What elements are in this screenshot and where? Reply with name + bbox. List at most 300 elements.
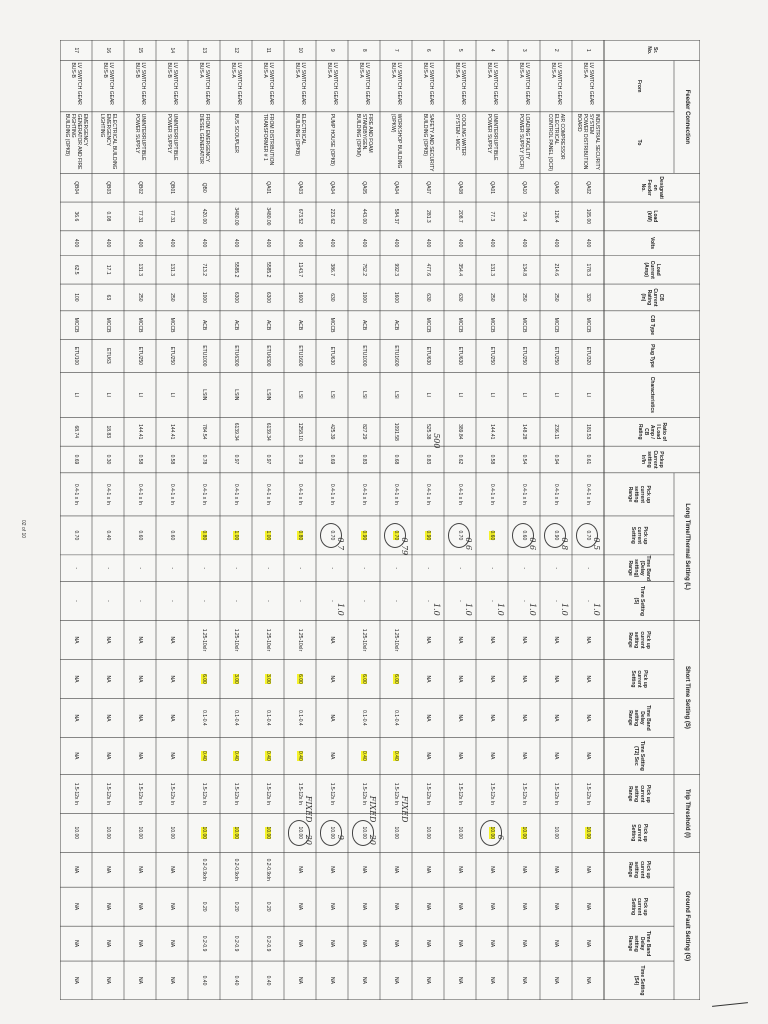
table-cell-char: LI — [169, 392, 175, 397]
table-cell-volts: 400 — [297, 238, 303, 248]
table-cell-feeder: QA10 — [521, 181, 527, 195]
table-cell-char: LSIN — [265, 389, 271, 401]
table-cell-iset — [220, 813, 252, 852]
table-cell-tset: - — [521, 600, 527, 602]
table-cell-iset: 10.00 — [137, 826, 143, 840]
table-cell-sband: NA — [105, 714, 111, 722]
table-cell-gset: 0.20 — [265, 901, 271, 912]
table-cell-sset: NA — [553, 675, 559, 683]
table-cell-srange: NA — [553, 636, 559, 644]
handwritten-note: 0.79 — [399, 537, 409, 556]
table-cell-srange: 1.25-10xIr — [265, 628, 271, 652]
table-cell-tset: - — [105, 600, 111, 602]
table-cell-tset: - — [137, 600, 143, 602]
table-cell-from: LV SWITCH GEAR BUS-A — [198, 62, 210, 105]
handwritten-note: 0.6 — [463, 537, 473, 551]
table-cell-sset: NA — [489, 675, 495, 683]
table-cell-ratio: 144.41 — [169, 424, 175, 440]
table-cell-char: LI — [137, 392, 143, 397]
table-cell-lrange: 0.4-1 x In — [329, 483, 335, 505]
table-cell-sset — [220, 659, 252, 698]
table-cell-srange: NA — [457, 636, 463, 644]
table-cell-amp: 477.6 — [425, 263, 431, 276]
table-cell-feeder: QA03 — [297, 181, 303, 195]
table-cell-amp: 5585.2 — [233, 262, 239, 278]
handwritten-note: 9 — [335, 834, 345, 840]
table-cell-volts: 400 — [489, 238, 495, 248]
table-cell-plug: ETU6300 — [233, 345, 239, 367]
table-cell-grange: NA — [457, 866, 463, 874]
table-cell-gband: 0.2-0.9 — [265, 935, 271, 952]
table-cell-plug: ETU100 — [73, 346, 79, 366]
table-cell-plug: ETU6300 — [265, 345, 271, 367]
table-cell-char: LSI — [329, 391, 335, 399]
table-cell-sr: 14 — [169, 47, 175, 54]
table-cell-load: 584.37 — [393, 208, 399, 225]
table-cell-sband: NA — [585, 714, 591, 722]
table-cell-gband: NA — [489, 940, 495, 948]
table-cell-load: 126.4 — [553, 210, 559, 223]
highlight-mark: 0.80 — [297, 530, 303, 541]
table-cell-st2: NA — [489, 752, 495, 760]
table-cell-lset — [284, 516, 316, 555]
table-cell-from: LV SWITCH GEAR BUS-A — [550, 62, 562, 105]
table-cell-lset: 0.60 — [137, 530, 143, 541]
table-cell-sset: NA — [73, 675, 79, 683]
group-header-short-time: Short Time Setting (S) — [684, 665, 690, 729]
table-cell-lset: 0.70 — [585, 530, 591, 541]
table-cell-amp: 386.7 — [329, 263, 335, 276]
table-cell-grange: NA — [521, 866, 527, 874]
table-cell-lset — [348, 516, 380, 555]
table-cell-gt: 0.40 — [201, 975, 207, 986]
table-cell-gt: NA — [457, 977, 463, 984]
highlight-mark: 0.80 — [201, 530, 207, 541]
table-cell-plug: ETU250 — [169, 346, 175, 366]
table-cell-cb: 1600 — [393, 291, 399, 303]
table-cell-ratio: 6139.34 — [265, 422, 271, 441]
table-cell-to: ELECTRICAL BUILDING (OPKB) — [294, 113, 306, 157]
table-cell-gset: NA — [489, 903, 495, 911]
table-cell-sband: NA — [425, 714, 431, 722]
table-cell-lrange: 0.4-1 x In — [425, 483, 431, 505]
highlight-mark: 1.00 — [265, 530, 271, 541]
table-cell-from: LV SWITCH GEAR BUS-A — [326, 62, 338, 105]
table-cell-grange: NA — [137, 866, 143, 874]
highlight-mark: 10.00 — [521, 826, 527, 840]
table-cell-amp: 1143.7 — [297, 262, 303, 278]
table-cell-gset: NA — [585, 903, 591, 911]
table-cell-grange: NA — [393, 866, 399, 874]
table-cell-gt: NA — [297, 977, 303, 984]
handwritten-note: FIXED — [303, 795, 313, 823]
table-cell-gset: NA — [393, 903, 399, 911]
table-cell-load: 0.08 — [105, 211, 111, 222]
table-cell-ratio: 144.41 — [489, 424, 495, 440]
table-cell-volts: 400 — [425, 238, 431, 248]
table-cell-sset: NA — [169, 675, 175, 683]
table-cell-char: LI — [553, 392, 559, 397]
table-cell-gset: NA — [457, 903, 463, 911]
table-cell-srange: 1.25-10xIr — [361, 628, 367, 652]
table-cell-gband: NA — [361, 940, 367, 948]
table-cell-cbtype: MCCB — [553, 317, 559, 333]
table-cell-volts: 400 — [201, 238, 207, 248]
table-cell-gset: 0.20 — [233, 901, 239, 912]
table-cell-lrange: 0.4-1 x In — [73, 483, 79, 505]
highlight-mark: 10.00 — [201, 826, 207, 840]
table-cell-grange: NA — [553, 866, 559, 874]
table-cell-from: LV SWITCH GEAR BUS-B — [70, 62, 82, 105]
column-header: Time Band Delay setting Range — [627, 930, 651, 957]
table-cell-gset: NA — [297, 903, 303, 911]
column-header: Pick up current setting Range — [627, 784, 651, 803]
handwritten-note: 1.0 — [463, 602, 473, 616]
handwritten-note: 0.6 — [527, 537, 537, 551]
table-cell-tband: - — [425, 567, 431, 570]
table-cell-cb: 100 — [73, 293, 79, 302]
highlight-mark: 6.00 — [361, 674, 367, 684]
table-cell-irange: 1.5-12x In — [169, 782, 175, 805]
table-cell-cb: 63 — [105, 294, 111, 301]
table-cell-cbtype: MCCB — [105, 317, 111, 333]
table-cell-from: LV SWITCH GEAR BUS-A — [358, 62, 370, 105]
column-header: Time Setting (T2) Sec — [633, 740, 645, 771]
highlight-mark: 0.40 — [233, 751, 239, 761]
table-cell-lset — [220, 516, 252, 555]
table-cell-gband: NA — [521, 940, 527, 948]
table-cell-ir: 0.69 — [73, 454, 79, 465]
table-cell-st2 — [252, 737, 284, 774]
table-cell-grange: NA — [73, 866, 79, 874]
table-cell-tset: - — [553, 600, 559, 602]
table-cell-srange: NA — [521, 636, 527, 644]
handwritten-note: 6 — [495, 834, 505, 840]
table-cell-ratio: 425.39 — [329, 424, 335, 440]
table-cell-amp: 131.3 — [169, 263, 175, 276]
table-cell-st2: NA — [137, 752, 143, 760]
table-cell-irange: 1.5-12x In — [329, 782, 335, 805]
table-cell-ratio: 236.11 — [553, 424, 559, 440]
table-cell-lset: 0.90 — [553, 530, 559, 541]
table-cell-sset: NA — [585, 675, 591, 683]
table-cell-to: AIR COMPRESSOR ELECTRICAL CONTROL PANEL (OCR) — [547, 113, 565, 172]
table-cell-cb: 250 — [169, 293, 175, 302]
table-cell-cbtype: MCCB — [73, 317, 79, 333]
table-cell-lrange: 0.4-1 x In — [521, 483, 527, 505]
table-cell-srange: 1.25-10xIr — [297, 628, 303, 652]
table-cell-gset: NA — [105, 903, 111, 911]
column-header: Time Band Delay setting Range — [627, 705, 651, 731]
highlight-mark: 6.00 — [201, 674, 207, 684]
table-cell-ir: 0.83 — [361, 454, 367, 465]
table-cell-gt: NA — [105, 977, 111, 984]
table-cell-amp: 752.2 — [361, 263, 367, 276]
table-cell-char: LSI — [361, 391, 367, 399]
table-cell-grange: NA — [489, 866, 495, 874]
table-cell-to: FIRE AND FOAM STANDBY/GEN. BUILDING (OPKM) — [355, 113, 373, 157]
table-cell-load: 443.00 — [361, 208, 367, 225]
table-cell-from: LV SWITCH GEAR BUS-A — [454, 62, 466, 105]
table-cell-amp: 131.3 — [489, 263, 495, 276]
highlight-mark: 0.40 — [393, 751, 399, 761]
table-cell-load: 208.7 — [457, 210, 463, 223]
table-cell-volts: 400 — [361, 238, 367, 248]
table-cell-lset: 0.60 — [169, 530, 175, 541]
column-header: Plug Type — [649, 344, 655, 368]
table-cell-volts: 400 — [457, 238, 463, 248]
table-cell-tband: - — [489, 567, 495, 570]
table-cell-gt: NA — [137, 977, 143, 984]
table-cell-sr: 10 — [297, 47, 303, 54]
table-cell-sr: 17 — [73, 47, 79, 54]
pen-circle — [320, 820, 342, 845]
table-cell-gt: NA — [361, 977, 367, 984]
table-cell-load: 420.00 — [201, 208, 207, 225]
table-cell-sr: 12 — [233, 47, 239, 54]
handwritten-note: 20 — [303, 834, 313, 845]
table-cell-lset: 0.60 — [521, 530, 527, 541]
table-cell-grange: 0.2-0.9xIn — [233, 858, 239, 881]
table-cell-cb: 6300 — [233, 291, 239, 303]
handwritten-note: 1.0 — [527, 602, 537, 616]
table-cell-gt: 0.40 — [265, 975, 271, 986]
table-cell-ir: 0.62 — [457, 454, 463, 465]
table-cell-st2: NA — [425, 752, 431, 760]
table-cell-ir: 0.78 — [201, 454, 207, 465]
table-cell-lrange: 0.4-1 x In — [137, 483, 143, 505]
table-cell-sband: 0.1-0.4 — [201, 710, 207, 726]
column-header: Sr. No. — [646, 46, 658, 55]
table-cell-load: 223.62 — [329, 208, 335, 225]
table-cell-tset: - — [361, 600, 367, 602]
highlight-mark: 0.60 — [489, 530, 495, 541]
highlight-mark: 10.00 — [489, 826, 495, 840]
table-cell-cbtype: ACB — [265, 319, 271, 331]
table-cell-gband: NA — [169, 940, 175, 948]
table-cell-load: 77.31 — [137, 210, 143, 223]
page-number: 02 of 10 — [20, 520, 26, 539]
table-cell-gt: NA — [521, 977, 527, 984]
table-cell-from: LV SWITCH GEAR BUS-A — [294, 62, 306, 105]
table-cell-irange: 1.5-12x In — [585, 782, 591, 805]
table-cell-srange: NA — [137, 636, 143, 644]
column-header: Pick up current setting Range — [627, 860, 651, 879]
table-cell-ir: 0.58 — [137, 454, 143, 465]
table-cell-srange: NA — [585, 636, 591, 644]
highlight-mark: 0.40 — [201, 751, 207, 761]
table-cell-gband: NA — [137, 940, 143, 948]
table-cell-gband: NA — [457, 940, 463, 948]
table-cell-tset: - — [489, 600, 495, 602]
table-cell-feeder — [220, 173, 252, 202]
table-cell-sband: NA — [521, 714, 527, 722]
table-cell-tband: - — [233, 567, 239, 570]
table-cell-volts: 400 — [105, 238, 111, 248]
table-cell-from: LV SWITCH GEAR BUS-A — [582, 62, 594, 105]
table-cell-tset: - — [393, 600, 399, 602]
table-cell-iset: 10.00 — [169, 826, 175, 840]
table-cell-sr: 13 — [201, 47, 207, 54]
table-cell-cb: 630 — [329, 293, 335, 302]
table-cell-volts: 400 — [393, 238, 399, 248]
table-cell-ratio: 181.53 — [585, 424, 591, 440]
table-cell-load: 105.00 — [585, 208, 591, 225]
table-cell-char: LI — [585, 392, 591, 397]
table-cell-plug: ETU250 — [553, 346, 559, 366]
table-cell-sband: NA — [137, 714, 143, 722]
table-cell-to: BUS SCOUPLER — [233, 113, 239, 153]
pen-circle — [480, 820, 502, 845]
table-cell-sr: 15 — [137, 47, 143, 54]
table-cell-feeder: QB04 — [73, 181, 79, 195]
table-cell-srange: NA — [329, 636, 335, 644]
table-cell-plug: ETU1000 — [201, 345, 207, 367]
table-cell-feeder: QA07 — [425, 181, 431, 195]
table-cell-srange: NA — [169, 636, 175, 644]
table-cell-load: 281.3 — [425, 210, 431, 223]
table-cell-srange: NA — [489, 636, 495, 644]
table-cell-iset: 10.00 — [393, 826, 399, 840]
table-cell-sband: 0.1-0.4 — [265, 710, 271, 726]
table-cell-amp: 62.5 — [73, 264, 79, 275]
highlight-mark: 3.00 — [265, 674, 271, 684]
table-cell-ratio: 784.54 — [201, 424, 207, 440]
table-cell-ratio: 68.74 — [73, 425, 79, 439]
table-cell-volts: 400 — [585, 238, 591, 248]
table-cell-tband: - — [105, 567, 111, 570]
table-cell-sset: NA — [137, 675, 143, 683]
table-cell-sset: NA — [425, 675, 431, 683]
table-cell-cbtype: ACB — [297, 319, 303, 331]
table-cell-sband: NA — [329, 714, 335, 722]
highlight-mark: 6.00 — [297, 674, 303, 684]
highlight-mark: 3.00 — [233, 674, 239, 684]
table-cell-ir: 0.97 — [265, 454, 271, 465]
table-cell-from: LV SWITCH GEAR BUS-A — [422, 62, 434, 105]
table-cell-tband: - — [201, 567, 207, 570]
table-cell-volts: 400 — [137, 238, 143, 248]
table-cell-tband: - — [73, 567, 79, 570]
table-cell-amp: 178.3 — [585, 263, 591, 276]
table-cell-feeder: QA04 — [393, 181, 399, 195]
table-cell-irange: 1.5-12x In — [361, 782, 367, 805]
table-cell-st2 — [284, 737, 316, 774]
table-cell-char: LSI — [393, 391, 399, 399]
table-cell-lrange: 0.4-1 x In — [393, 483, 399, 505]
table-cell-sset — [252, 659, 284, 698]
table-cell-lrange: 0.4-1 x In — [297, 483, 303, 505]
table-cell-to: WORKSHOP BUILDING (OPKW) — [390, 113, 402, 169]
table-cell-volts: 400 — [265, 238, 271, 248]
table-cell-feeder: QB0 — [201, 182, 207, 193]
table-cell-sset: NA — [329, 675, 335, 683]
settings-table-paper — [60, 40, 700, 1000]
table-cell-ratio: 144.41 — [137, 424, 143, 440]
table-cell-sband: 0.1-0.4 — [361, 710, 367, 726]
table-cell-iset — [508, 813, 540, 852]
table-cell-ratio: 1091.58 — [393, 422, 399, 441]
table-cell-tset: - — [457, 600, 463, 602]
table-cell-cbtype: MCCB — [457, 317, 463, 333]
table-cell-st2: NA — [329, 752, 335, 760]
table-cell-lset: 0.70 — [457, 530, 463, 541]
table-cell-cbtype: ACB — [233, 319, 239, 331]
table-cell-iset: 10.00 — [553, 826, 559, 840]
handwritten-note: 20 — [367, 834, 377, 845]
table-cell-char: LI — [489, 392, 495, 397]
table-cell-gband: NA — [329, 940, 335, 948]
table-cell-lset — [476, 516, 508, 555]
table-cell-tband: - — [393, 567, 399, 570]
column-header: Pick up current Setting — [630, 670, 648, 688]
table-cell-gt: 0.40 — [233, 975, 239, 986]
pen-circle — [288, 820, 310, 845]
table-cell-st2: NA — [521, 752, 527, 760]
table-cell-sset: NA — [457, 675, 463, 683]
column-header: Ratio of I Load Amp / CB Rating — [637, 422, 667, 442]
table-cell-irange: 1.5-12x In — [297, 782, 303, 805]
table-cell-plug: ETU1000 — [361, 345, 367, 367]
table-cell-gband: 0.2-0.9 — [201, 935, 207, 952]
table-cell-iset — [572, 813, 604, 852]
table-cell-lrange: 0.4-1 x In — [201, 483, 207, 505]
table-cell-gt: NA — [393, 977, 399, 984]
column-header: Pickup Current setting Ir/In — [640, 450, 664, 469]
table-cell-lrange: 0.4-1 x In — [585, 483, 591, 505]
table-cell-iset: 10.00 — [73, 826, 79, 840]
highlight-mark: 10.00 — [585, 826, 591, 840]
table-cell-lrange: 0.4-1 x In — [105, 483, 111, 505]
table-cell-cbtype: MCCB — [521, 317, 527, 333]
table-cell-from: LV SWITCH GEAR BUS-B — [134, 62, 146, 105]
table-cell-to: ELECTRICAL BUILDING EMERGENCY LIGHTING — [99, 113, 117, 170]
table-cell-plug: ETU250 — [521, 346, 527, 366]
table-cell-gt: NA — [169, 977, 175, 984]
table-cell-gband: NA — [425, 940, 431, 948]
handwritten-note: 1.0 — [335, 602, 345, 616]
table-cell-srange: NA — [105, 636, 111, 644]
table-cell-ratio: 389.84 — [457, 424, 463, 440]
column-header: Designati on Feeder No. — [640, 176, 664, 199]
column-header: Time Setting (S4) — [633, 965, 645, 996]
table-cell-sr: 11 — [265, 47, 271, 53]
table-cell-ir: 0.54 — [521, 454, 527, 465]
table-cell-from: LV SWITCH GEAR BUS-A — [486, 62, 498, 105]
table-cell-tband: - — [329, 567, 335, 570]
table-cell-to: FROM EMERGENCY DIESEL GENERATOR — [198, 113, 210, 164]
table-cell-srange: NA — [73, 636, 79, 644]
table-cell-ir: 0.58 — [169, 454, 175, 465]
table-cell-sr: 4 — [489, 48, 495, 52]
table-cell-srange: 1.25-10xIr — [233, 628, 239, 652]
table-cell-tband: - — [585, 567, 591, 570]
table-cell-tset: - — [425, 600, 431, 602]
table-cell-lrange: 0.4-1 x In — [489, 483, 495, 505]
table-cell-srange: 1.25-10xIr — [201, 628, 207, 652]
group-header-ground-fault: Ground Fault Setting (G) — [684, 891, 690, 962]
table-cell-irange: 1.5-12x In — [201, 782, 207, 805]
table-cell-gset: NA — [361, 903, 367, 911]
table-cell-gt: NA — [425, 977, 431, 984]
handwritten-note: 0.7 — [335, 537, 345, 551]
table-cell-lrange: 0.4-1 x In — [361, 483, 367, 505]
table-cell-lset — [188, 516, 220, 555]
table-cell-irange: 1.5-12x In — [233, 782, 239, 805]
table-cell-load: 3480.00 — [233, 207, 239, 226]
table-cell-amp: 992.3 — [393, 263, 399, 276]
table-cell-gband: NA — [585, 940, 591, 948]
